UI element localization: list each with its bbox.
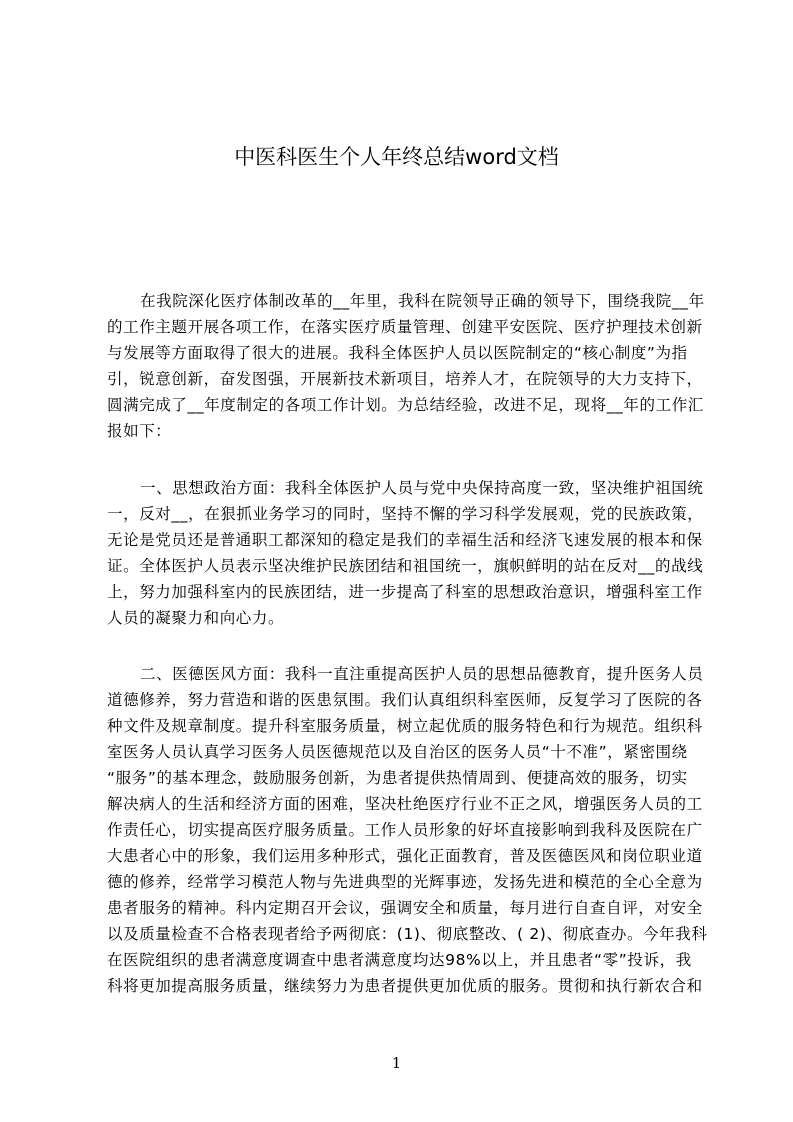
paragraph-line: 患者服务的精神。科内定期召开会议，强调安全和质量，每月进行自查自评，对安全 [107,899,703,917]
paragraph-line: 的工作主题开展各项工作，在落实医疗质量管理、创建平安医院、医疗护理技术创新 [107,318,703,336]
paragraph-line: 在我院深化医疗体制改革的__年里，我科在院领导正确的领导下，围绕我院__年 [140,292,705,310]
paragraph-intro [107,288,705,444]
paragraph-line: “服务”的基本理念，鼓励服务创新，为患者提供热情周到、便捷高效的服务，切实 [107,769,688,787]
paragraph-line: 作责任心，切实提高医疗服务质量。工作人员形象的好坏直接影响到我科及医院在广 [107,821,703,839]
paragraph-line: 德的修养，经常学习模范人物与先进典型的光辉事迹，发扬先进和模范的全心全意为 [107,873,703,891]
page-title: 中医科医生个人年终总结word文档 [234,145,559,169]
paragraph-line: 道德修养，努力营造和谐的医患氛围。我们认真组织科室医师，反复学习了医院的各 [107,691,703,709]
paragraph-line: 证。全体医护人员表示坚决维护民族团结和祖国统一，旗帜鲜明的站在反对__的战线 [107,557,704,575]
paragraph-ethics [107,661,708,999]
paragraph-line: 无论是党员还是普通职工都深知的稳定是我们的幸福生活和经济飞速发展的根本和保 [107,531,703,549]
paragraph-line: 大患者心中的形象，我们运用多种形式，强化正面教育，普及医德医风和岗位职业道 [107,847,703,865]
paragraph-line: 一、思想政治方面：我科全体医护人员与党中央保持高度一致，坚决维护祖国统 [140,479,704,497]
paragraph-line: 与发展等方面取得了很大的进展。我科全体医护人员以医院制定的“核心制度”为指 [107,344,688,362]
paragraph-line: 人员的凝聚力和向心力。 [107,609,285,627]
paragraph-line: 圆满完成了__年度制定的各项工作计划。为总结经验，改进不足，现将__年的工作汇 [107,396,704,414]
page-number: 1 [391,1054,402,1072]
paragraph-line: 室医务人员认真学习医务人员医德规范以及自治区的医务人员“十不准”，紧密围绕 [107,743,688,761]
paragraph-line: 解决病人的生活和经济方面的困难，坚决杜绝医疗行业不正之风，增强医务人员的工 [107,795,703,813]
paragraph-line: 二、医德医风方面：我科一直注重提高医护人员的思想品德教育，提升医务人员 [140,665,704,683]
paragraph-line: 一，反对__，在狠抓业务学习的同时，坚持不懈的学习科学发展观，党的民族政策， [107,505,704,523]
paragraph-line: 报如下： [107,422,172,440]
paragraph-line: 在医院组织的患者满意度调查中患者满意度均达98%以上，并且患者“零”投诉，我 [107,951,692,969]
paragraph-line: 引，锐意创新，奋发图强，开展新技术新项目，培养人才，在院领导的大力支持下， [107,370,703,388]
paragraph-line: 上，努力加强科室内的民族团结，进一步提高了科室的思想政治意识，增强科室工作 [107,583,703,601]
paragraph-line: 种文件及规章制度。提升科室服务质量，树立起优质的服务特色和行为规范。组织科 [107,717,703,735]
paragraph-line: 以及质量检查不合格表现者给予两彻底：(1)、彻底整改、( 2)、彻底查办。今年我科 [107,925,708,943]
paragraph-political [107,475,704,631]
paragraph-line: 科将更加提高服务质量，继续努力为患者提供更加优质的服务。贯彻和执行新农合和 [107,977,703,995]
